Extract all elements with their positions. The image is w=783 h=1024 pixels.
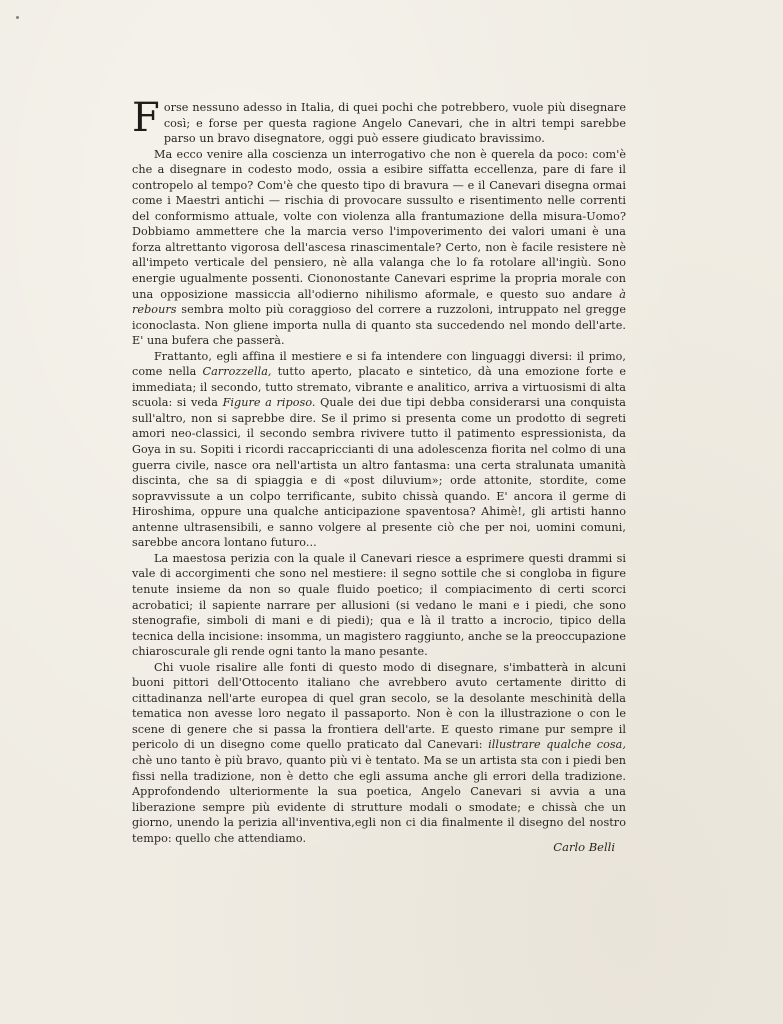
paragraph-3-italic-2: Figure a riposo. xyxy=(222,396,316,410)
paragraph-4-text: La maestosa perizia con la quale il Canevari riesce a esprimere questi drammi si vale di accorgimenti che sono nel mestiere: il segno sottile che si congloba in figure tenute insieme da non so quale fluido poetico; il compiacimento di certi scorci acrobatici; il sapiente narrare per allusioni (si vedano le mani e i piedi, che sono stenografie, simboli di mani e di piedi); qua e là il tratto a incrocio, tipico della tecnica della incisione: insomma, un magistero raggiunto, anche se la preoccupazione chiaroscurale gli rende ogni tanto la mano pesante. xyxy=(132,551,626,659)
paragraph-3-text-b: tutto aperto, placato e sintetico, dà una emozione forte e immediata; il secondo, tutto stremato, vibrante e analitico, arriva a virtuosismi di alta scuola: si veda xyxy=(132,365,626,410)
essay-body xyxy=(132,95,626,846)
paragraph-2 xyxy=(132,147,626,349)
paragraph-3-italic-1: Carrozzella, xyxy=(202,365,272,379)
paragraph-3-text-c: Quale dei due tipi debba considerarsi una conquista sull'altro, non si saprebbe dire. Se il primo si presenta come un prodotto di segreti amori neo-classici, il secondo sembra rivivere tutto il patimento espressionista, da Goya in su. Sopiti i ricordi raccapriccianti di una adolescenza fiorita nel colmo di una guerra civile, nasce ora nell'artista un altro fantasma: una certa stralunata umanità discinta, che sa di spiaggia e di «post diluvium»; orde attonite, stordite, come sopravvissute a un colpo terrificante, subito chissà quando. E' ancora il germe di Hiroshima, oppure una qualche anticipazione spaventosa? Ahimè!, gli artisti hanno antenne ultrasensibili, e sanno volgere al presente ciò che per noi, uomini comuni, sarebbe ancora lontano futuro... xyxy=(132,396,626,550)
paragraph-3-text-a: Frattanto, egli affina il mestiere e si fa intendere con linguaggi diversi: il primo, come nella xyxy=(132,349,626,379)
drop-cap: F xyxy=(132,95,160,141)
paragraph-1 xyxy=(132,95,626,147)
paragraph-1-text: orse nessuno adesso in Italia, di quei pochi che potrebbero, vuole più disegnare così; e forse per questa ragione Angelo Canevari, che in altri tempi sarebbe parso un bravo disegnatore, oggi può essere giudicato bravissimo. xyxy=(163,101,626,146)
author-signature: Carlo Belli xyxy=(553,840,615,854)
paragraph-2-text-a: Ma ecco venire alla coscienza un interrogativo che non è querela da poco: com'è che a disegnare in codesto modo, ossia a esibire siffatta eccellenza, pare di fare il contropelo al tempo? Com'è che questo tipo di bravura — e il Canevari disegna ormai come i Maestri antichi — rischia di provocare sussulto e risentimento nelle correnti del conformismo attuale, volte con violenza alla frantumazione della misura-Uomo? Dobbiamo ammettere che la marcia verso l'impoverimento dei valori umani è una forza altrettanto vigorosa dell'ascesa rinascimentale? Certo, non è facile resistere nè all'impeto verticale del pensiero, nè alla valanga che lo fa rotolare all'ingiù. Sono energie ugualmente possenti. Ciononostante Canevari esprime la propria morale con una opposizione massiccia all'odierno nihilismo aformale, e questo suo andare xyxy=(132,147,626,301)
paragraph-5-italic: illustrare qualche cosa, xyxy=(488,738,626,752)
paragraph-5 xyxy=(132,660,626,847)
paragraph-2-italic: à rebours xyxy=(132,287,626,317)
paragraph-5-text-b: chè uno tanto è più bravo, quanto più vi è tentato. Ma se un artista sta con i piedi ben fissi nella tradizione, non è detto che egli assuma anche gli errori della tradizione. Approfondendo ulteriormente la sua poetica, Angelo Canevari si avvia a una liberazione sempre più evidente di strutture modali o smodate; e chissà che un giorno, unendo la perizia all'inventiva,egli non ci dia finalmente il disegno del nostro tempo: quello che attendiamo. xyxy=(132,753,626,845)
paper-speck xyxy=(16,16,19,19)
paragraph-4 xyxy=(132,551,626,660)
paragraph-2-text-b: sembra molto più coraggioso del correre a ruzzoloni, intruppato nel gregge iconoclasta. Non gliene importa nulla di quanto sta succedendo nel mondo dell'arte. E' una bufera che passerà. xyxy=(132,303,626,348)
paragraph-3 xyxy=(132,349,626,551)
paragraph-5-text-a: Chi vuole risalire alle fonti di questo modo di disegnare, s'imbatterà in alcuni buoni pittori dell'Ottocento italiano che avrebbero avuto certamente diritto di cittadinanza nell'arte europea di quel gran secolo, se la desolante meschinità della tematica non avesse loro negato il passaporto. Non è con la illustrazione o con le scene di genere che si passa la frontiera dell'arte. E questo rimane pur sempre il pericolo di un disegno come quello praticato dal Canevari: xyxy=(132,660,626,752)
